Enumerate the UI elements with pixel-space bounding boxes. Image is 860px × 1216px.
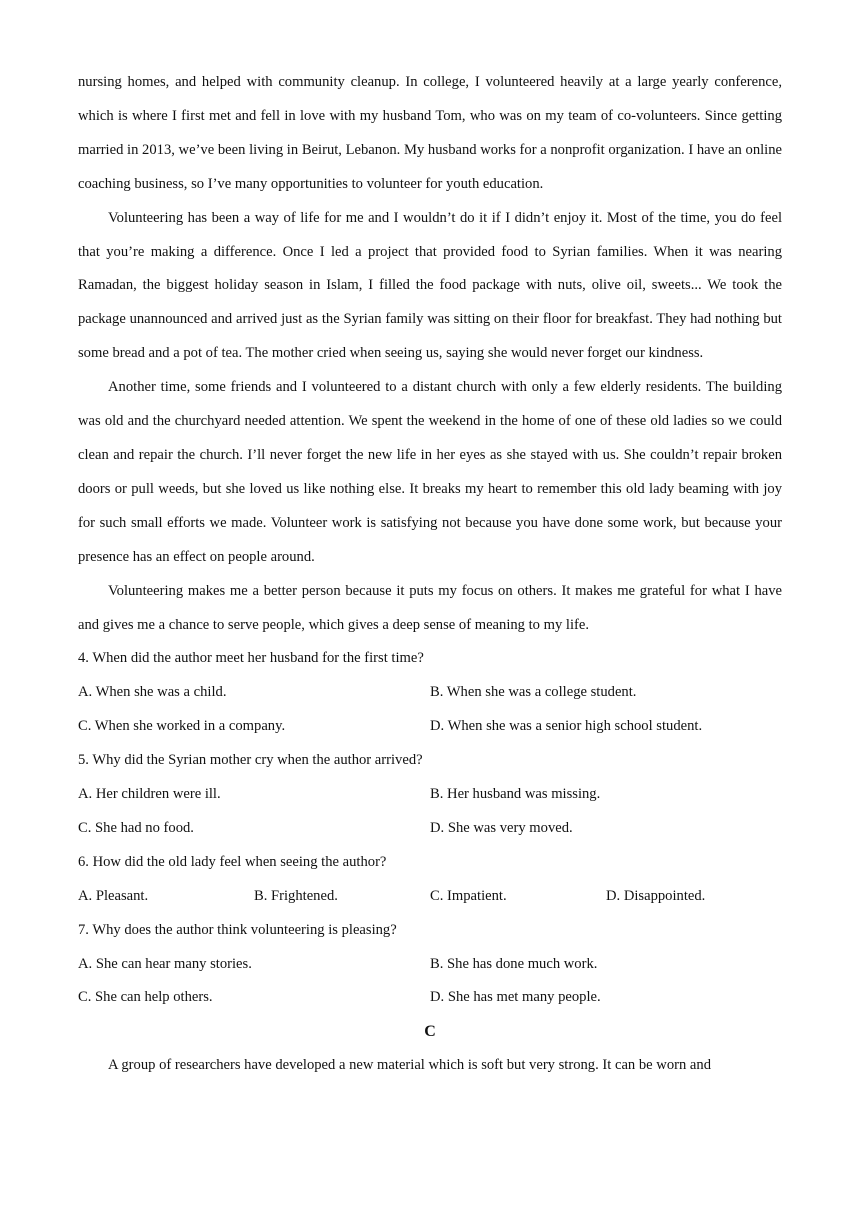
option-d: D. She has met many people. bbox=[430, 989, 601, 1006]
question-5-options bbox=[78, 778, 782, 812]
question-4-stem: 4. When did the author meet her husband for the first time? bbox=[78, 650, 424, 667]
option-b: B. Her husband was missing. bbox=[430, 786, 601, 803]
option-b: B. Frightened. bbox=[254, 887, 338, 904]
option-c: C. When she worked in a company. bbox=[78, 718, 286, 735]
section-heading: C bbox=[424, 1023, 436, 1041]
question-5-options-row2 bbox=[78, 812, 782, 846]
option-d: D. When she was a senior high school student. bbox=[430, 718, 703, 735]
option-a: A. Her children were ill. bbox=[78, 786, 221, 803]
option-c: C. She can help others. bbox=[78, 989, 213, 1006]
paragraph-continued: nursing homes, and helped with community cleanup. In college, I volunteered heavily at a large yearly conference, which is where I first met and fell in love with my husband Tom, who was on my team of co-volunteers. Since getting married in 2013, we’ve been living in Beirut, Lebanon. My husband works for a nonprofit organization. I have an online coaching business, so I’ve many opportunities to volunteer for youth education. bbox=[78, 74, 782, 192]
option-b: B. She has done much work. bbox=[430, 955, 598, 972]
option-c: C. She had no food. bbox=[78, 819, 194, 836]
section-c-intro: A group of researchers have developed a new material which is soft but very strong. It can be worn and bbox=[108, 1057, 712, 1074]
question-7-stem: 7. Why does the author think volunteering is pleasing? bbox=[78, 921, 397, 938]
question-7-options bbox=[78, 948, 782, 982]
question-4-options-row2 bbox=[78, 710, 782, 744]
question-6-options bbox=[78, 880, 782, 914]
option-d: D. Disappointed. bbox=[606, 887, 706, 904]
paragraph-church: Another time, some friends and I volunteered to a distant church with only a few elderly residents. The building was old and the churchyard needed attention. We spent the weekend in the home of one of these old ladies so we could clean and repair the church. I’ll never forget the new life in her eyes as she stayed with us. She couldn’t repair broken doors or pull weeds, but she loved us like nothing else. It breaks my heart to remember this old lady beaming with joy for such small efforts we made. Volunteer work is satisfying not because you have done some work, but because your presence has an effect on people around. bbox=[78, 379, 782, 565]
paragraph-conclusion: Volunteering makes me a better person because it puts my focus on others. It makes me grateful for what I have and gives me a chance to serve people, which gives a deep sense of meaning to my life. bbox=[78, 582, 782, 633]
option-d: D. She was very moved. bbox=[430, 819, 573, 836]
option-a: A. She can hear many stories. bbox=[78, 955, 252, 972]
question-7-options-row2 bbox=[78, 981, 782, 1015]
question-4-options bbox=[78, 676, 782, 710]
paragraph-syrian-family: Volunteering has been a way of life for me and I wouldn’t do it if I didn’t enjoy it. Most of the time, you do feel that you’re making a difference. Once I led a project that provided food to Syrian families. When it was nearing Ramadan, the biggest holiday season in Islam, I filled the food package with nuts, olive oil, sweets... We took the package unannounced and arrived just as the Syrian family was sitting on their floor for breakfast. They had nothing but some bread and a pot of tea. The mother cried when seeing us, saying she would never forget our kindness. bbox=[78, 209, 782, 362]
passage-body bbox=[78, 66, 782, 1083]
option-a: A. When she was a child. bbox=[78, 684, 227, 701]
option-b: B. When she was a college student. bbox=[430, 684, 637, 701]
option-c: C. Impatient. bbox=[430, 887, 507, 904]
option-a: A. Pleasant. bbox=[78, 887, 149, 904]
question-5-stem: 5. Why did the Syrian mother cry when the author arrived? bbox=[78, 752, 423, 769]
question-6-stem: 6. How did the old lady feel when seeing the author? bbox=[78, 853, 387, 870]
